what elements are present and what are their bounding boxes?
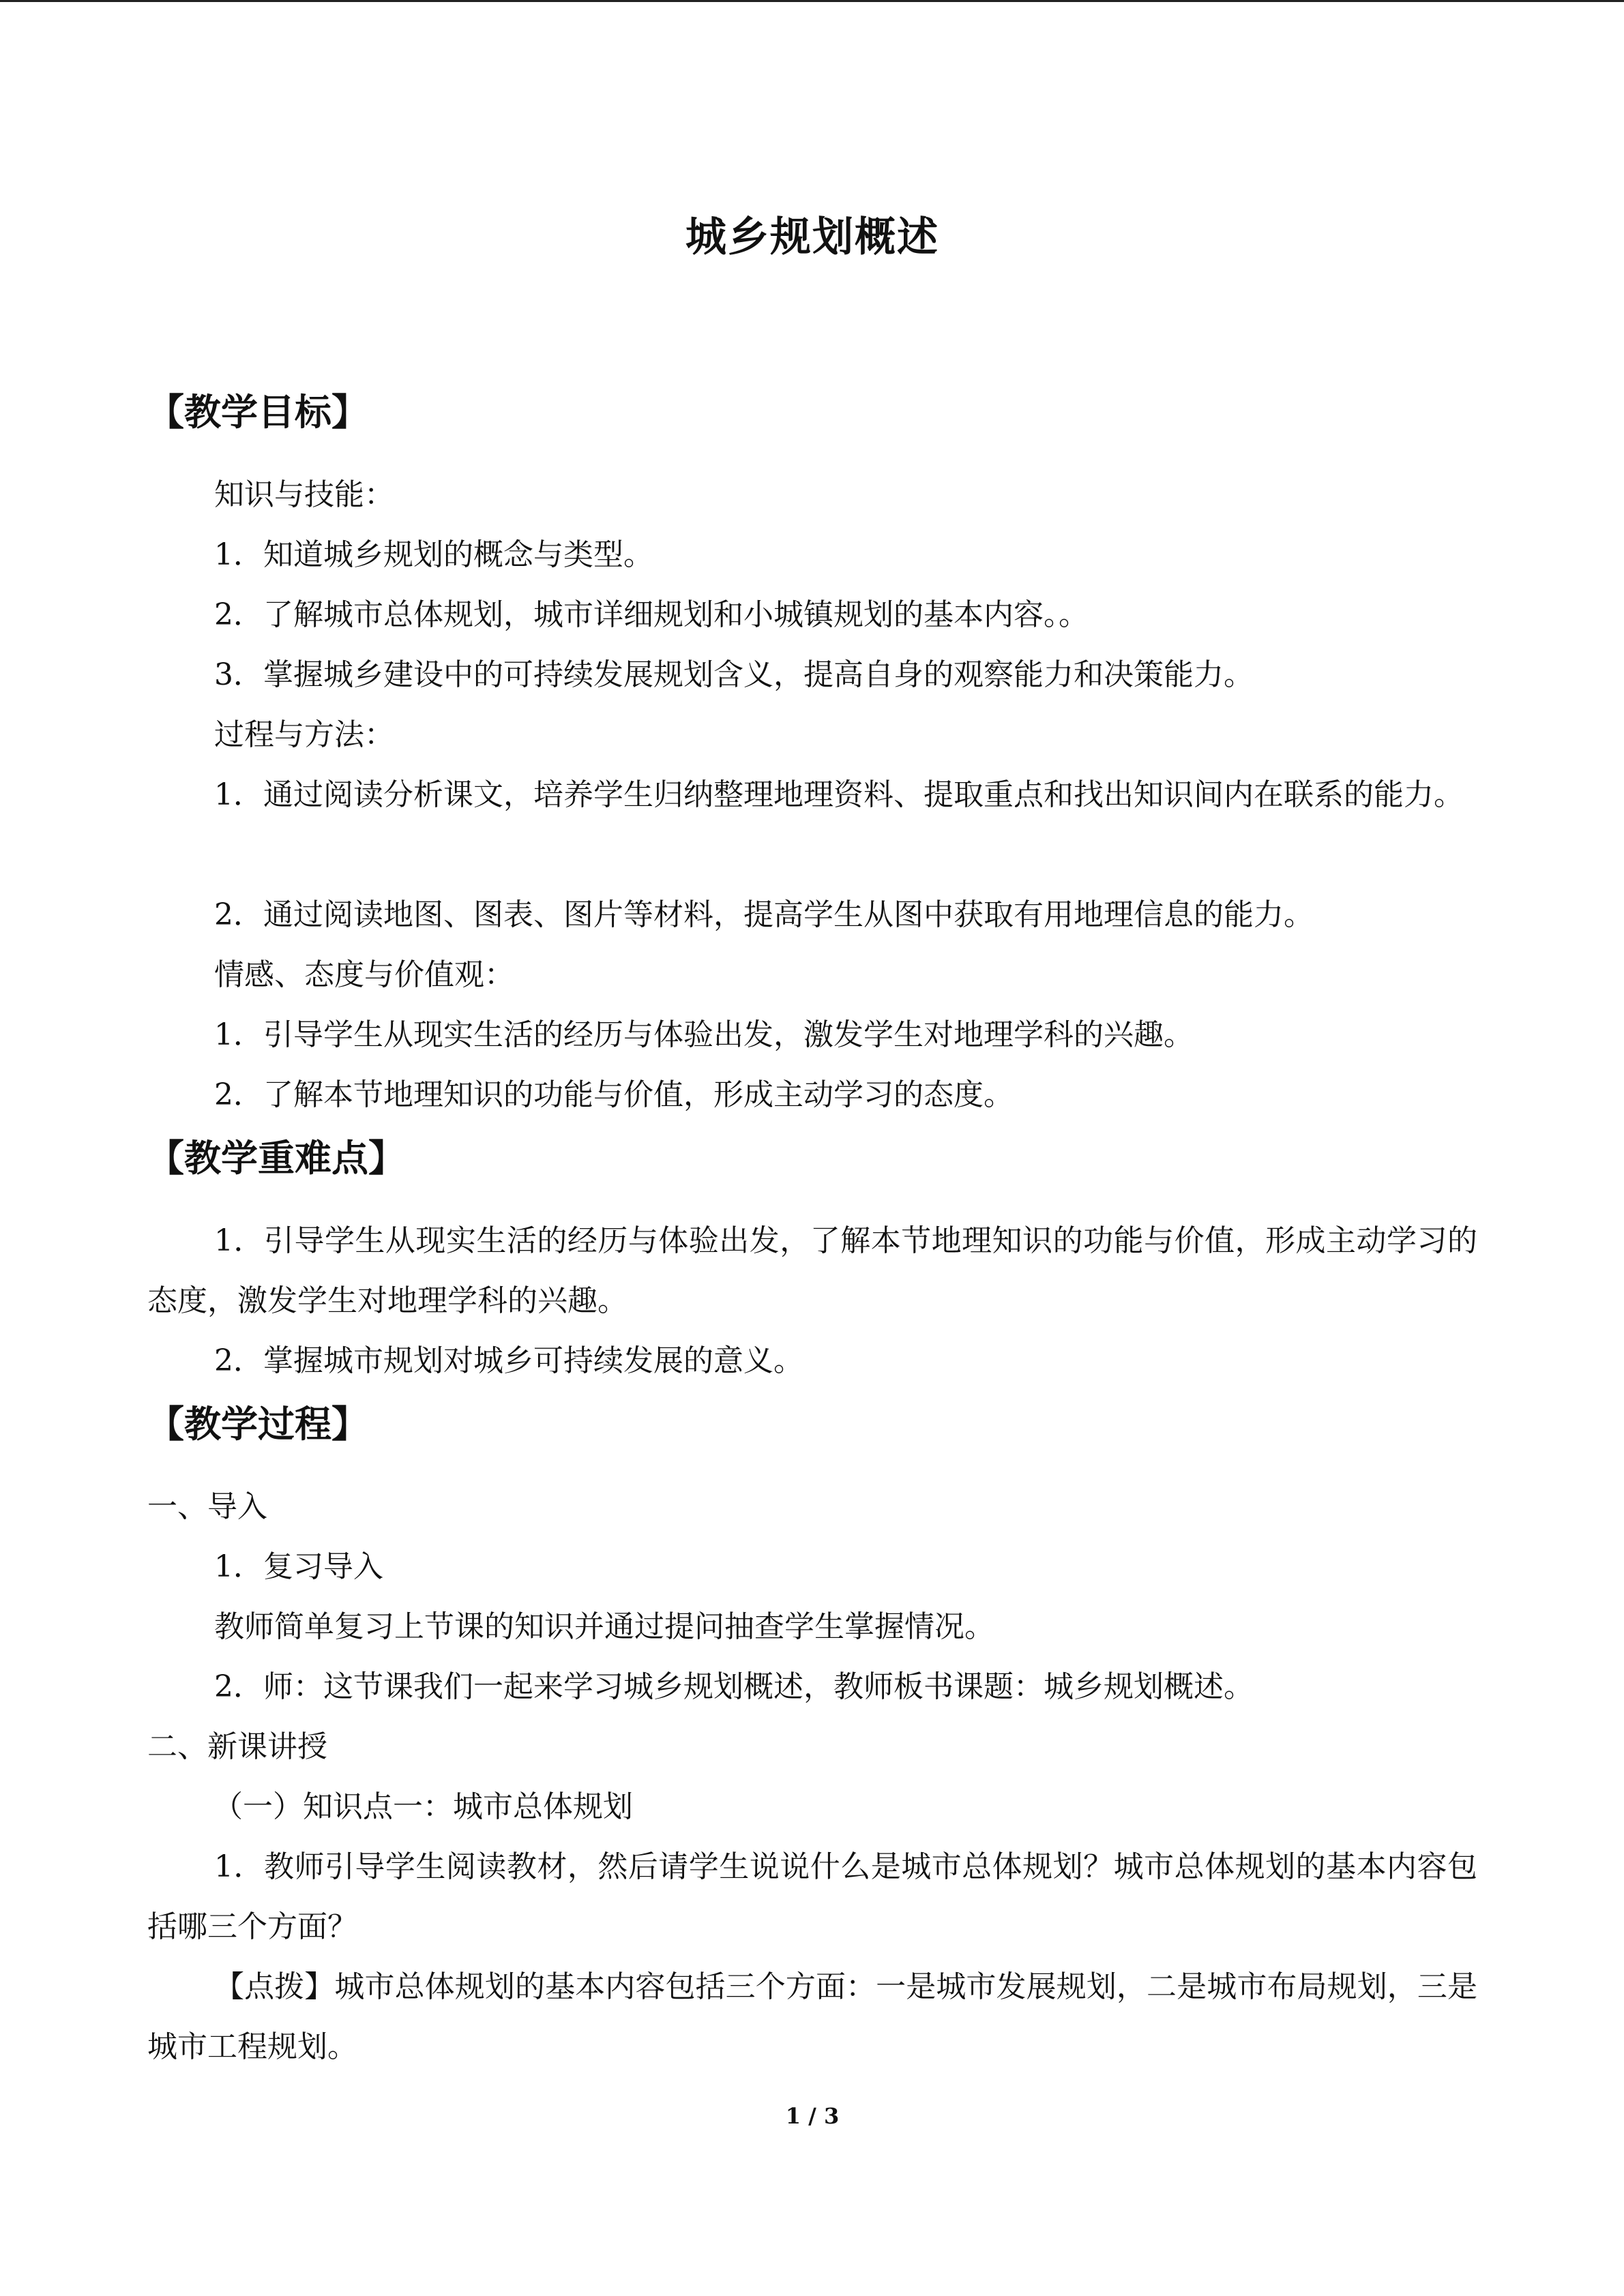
knowledge-point-1-hint: 【点拨】城市总体规划的基本内容包括三个方面：一是城市发展规划，二是城市布局规划，三是城市工程规划。 xyxy=(147,1969,1477,2064)
document-page xyxy=(147,0,1477,2296)
part-1-item-1-text: 教师简单复习上节课的知识并通过提问抽查学生掌握情况。 xyxy=(214,1609,994,1644)
process-item-2: 2．通过阅读地图、图表、图片等材料，提高学生从图中获取有用地理信息的能力。 xyxy=(214,897,1314,932)
knowledge-item-3: 3．掌握城乡建设中的可持续发展规划含义，提高自身的观察能力和决策能力。 xyxy=(214,657,1254,692)
key-point-1: 1．引导学生从现实生活的经历与体验出发，了解本节地理知识的功能与价值，形成主动学习的态度，激发学生对地理学科的兴趣。 xyxy=(147,1223,1477,1318)
emotion-item-2: 2．了解本节地理知识的功能与价值，形成主动学习的态度。 xyxy=(214,1077,1014,1112)
process-heading: 【教学过程】 xyxy=(147,1403,368,1446)
part-1-item-1: 1．复习导入 xyxy=(214,1549,383,1584)
emotion-item-1: 1．引导学生从现实生活的经历与体验出发，激发学生对地理学科的兴趣。 xyxy=(214,1017,1194,1052)
key-points-heading: 【教学重难点】 xyxy=(147,1137,405,1180)
part-1-title: 一、导入 xyxy=(147,1489,267,1524)
knowledge-item-2: 2．了解城市总体规划，城市详细规划和小城镇规划的基本内容。。 xyxy=(214,597,1089,632)
process-label: 过程与方法： xyxy=(214,717,394,752)
document-title: 城乡规划概述 xyxy=(685,213,939,261)
knowledge-label: 知识与技能： xyxy=(214,477,394,512)
part-2-title: 二、新课讲授 xyxy=(147,1729,327,1764)
knowledge-item-1: 1．知道城乡规划的概念与类型。 xyxy=(214,537,653,572)
process-item-1: 1．通过阅读分析课文，培养学生归纳整理地理资料、提取重点和找出知识间内在联系的能力。 xyxy=(214,777,1464,812)
knowledge-point-1-item-1: 1．教师引导学生阅读教材，然后请学生说说什么是城市总体规划？城市总体规划的基本内容包括哪三个方面？ xyxy=(147,1849,1477,1944)
emotion-label: 情感、态度与价值观： xyxy=(214,957,514,992)
knowledge-point-1-title: （一）知识点一：城市总体规划 xyxy=(213,1789,633,1824)
part-1-item-2: 2．师：这节课我们一起来学习城乡规划概述，教师板书课题：城乡规划概述。 xyxy=(214,1669,1254,1704)
key-point-2: 2．掌握城市规划对城乡可持续发展的意义。 xyxy=(214,1343,803,1378)
objectives-heading: 【教学目标】 xyxy=(147,391,368,434)
page-number: 1 / 3 xyxy=(785,2103,840,2129)
